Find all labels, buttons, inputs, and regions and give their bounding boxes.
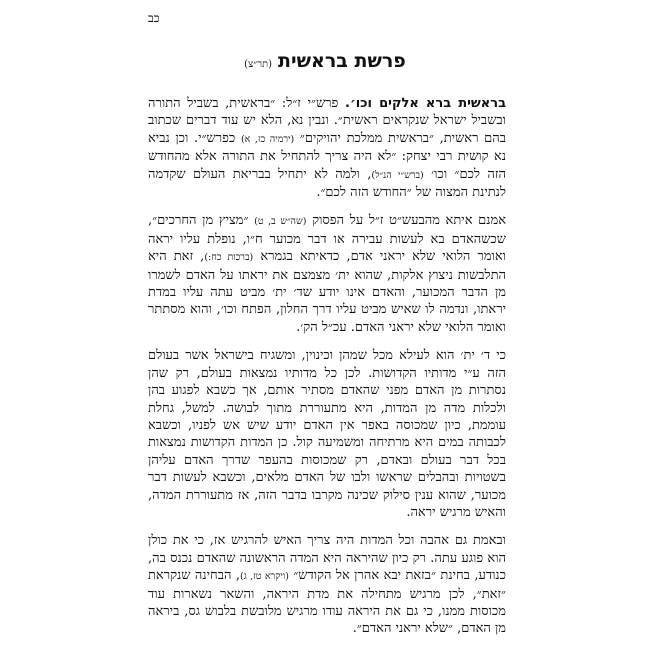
title-year-note: (תר״צ) [244, 59, 273, 70]
text-span: כפרש״י. וכן נביא נא קושית רבי יצחק: ״לא היה צריך להתחיל את התורה אלא מהחודש הזה לכם״ וכו׳ [148, 130, 506, 182]
page-title: פרשת בראשית [278, 50, 406, 72]
source-reference: (שה״ש ב, ט) [254, 216, 307, 228]
text-span: אמנם איתא מהבעש״ט ז״ל על הפסוק [306, 213, 506, 229]
text-span: ״מציץ מן החרכים״, שכשהאדם בא לעשות עבירה או דבר מכוער ח״ו, נופלת עליו יראה ואומר הלואי שלא יראני אדם, כדאיתא בגמרא [148, 213, 506, 265]
source-reference: (ברש״י הנ״ל) [371, 169, 424, 181]
paragraph-1 [148, 95, 506, 201]
text-span: , זאת היא התלבשות ניצוץ אלקות, שהוא ית׳ מצמצם את יראתו על האדם לשמרו מן הדבר המכוער, והאדם אינו יודע שד׳ ית׳ מביט עתה עליו במדת יראתו, ונדמה לו שאיש מביט עליו דרך החלון, הפתח וכו׳, והוא מסתתר ואומר הלואי שלא יראני האדם. עכ״ל הק׳. [148, 249, 506, 335]
text-span: , הבחינה שנקראת ״זאת״, לכן מרגיש מתחילה את מדת היראה, והשאר נשארות עוד מכוסות ממנו, כי גם את היראה עודו מרגיש מלובשת בלבוש גס, ביראה מן האדם, ״שלא יראני האדם״. [148, 568, 506, 637]
text-span: ובאמת גם אהבה וכל המדות היה צריך האיש להרגיש אז, כי את כולן הוא פוגע עתה. רק כיון שהיראה היא המדה הראשונה שהאדם נכנס בה, כנודע, בחינת ״בזאת יבא אהרן אל הקודש״ [148, 533, 506, 584]
text-span: , ולמה לא יתחיל בבריאת העולם שקדמה לנתינת המצוה של ״החודש הזה לכם״. [148, 166, 506, 201]
section-heading [0, 50, 650, 72]
page-number: כב [148, 11, 160, 25]
paragraph-3 [148, 347, 506, 521]
paragraph-2 [148, 212, 506, 336]
source-reference: (ברכות כח:) [204, 252, 254, 264]
source-reference: (ויקרא טז, ג) [240, 571, 289, 583]
source-reference: (ירמיה כז, א) [240, 133, 295, 145]
paragraph-4 [148, 532, 506, 637]
body-text [148, 95, 506, 649]
text-span: כי ד׳ ית׳ הוא לעילא מכל שמהן וכינוין, ומשגיח בישראל אשר בעולם הזה ע״י מדותיו הקדושות. לכן כל מדותיו נמצאות בעולם, רק שהן נסתרות מן האדם מפני שהאדם מסתיר אותם, אך כשבא לפגוע בהן ולכלות מדה מן המדות, היא מתעוררת מתוך לבושה. למשל, גחלת עוממת, כיון שמכוסה באפר אין האדם יודע שיש אש לפניו, וכשבא לכבותה במים היא מרתיחה ומשמיעה קול. כן המדות הקדושות נמצאות בכל דבר בעולם ובאדם, רק שמכוסות בהעפר שדרך האדם עליהן בשטויות ובהבלים שראשו ולבו של האדם מלאים, וכשבא לעשות דבר מכוער, שהוא ענין סילוק שכינה מקרבו בדבר הזה, אז מתעוררת המדה, והאיש מרגיש יראה. [148, 348, 506, 520]
opening-phrase: בראשית ברא אלקים וכו׳. [345, 96, 506, 111]
text-span: פרש״י ז״ל: ״בראשית, בשביל התורה ובשביל ישראל שנקראים ראשית״. ונבין נא, הלא יש עוד דברים שכתוב בהם ראשית, ״בראשית ממלכת יהויקים״ [148, 96, 507, 146]
